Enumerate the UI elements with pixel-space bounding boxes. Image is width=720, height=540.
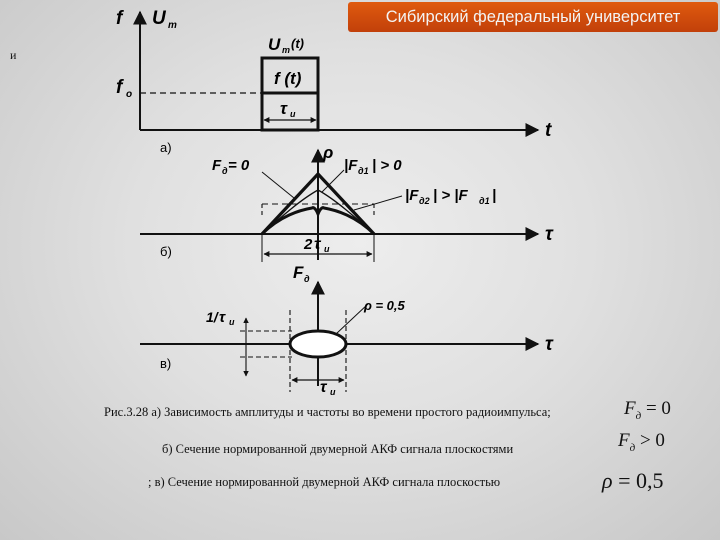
caption-line-2: б) Сечение нормированной двумерной АКФ сигнала плоскостями xyxy=(162,442,514,456)
formula-fd-zero-var: F xyxy=(624,398,636,419)
pulse-amplitude-label: U xyxy=(268,35,281,54)
two-tau-number: 2 xyxy=(304,236,313,253)
formula-fd-zero-sub: д xyxy=(635,409,642,422)
caption-line-1: Рис.3.28 а) Зависимость амплитуды и частоты во времени простого радиоимпульса; xyxy=(104,405,551,419)
fd0-rest: = 0 xyxy=(228,157,250,174)
panel-b-tau-axis-label: τ xyxy=(545,224,553,245)
university-banner: Сибирский федеральный университет xyxy=(348,2,718,32)
stray-text: и xyxy=(10,48,17,62)
fd2-label-b: | > |F xyxy=(433,187,468,204)
formula-fd-positive-sub: д xyxy=(629,441,636,454)
fd2-label-c: | xyxy=(492,187,497,204)
acf-section-ellipse xyxy=(290,331,346,357)
two-tau-symbol: τ xyxy=(314,236,321,253)
panel-b xyxy=(140,143,554,262)
pulse-amplitude-arg: (t) xyxy=(291,36,304,51)
fd0-sub: д xyxy=(222,166,228,176)
tau-label-c: τ xyxy=(320,379,327,396)
panel-c-tau-axis-label: τ xyxy=(545,334,553,355)
fd2-label-a: |F xyxy=(405,187,419,204)
pulse-amplitude-sub: m xyxy=(282,45,291,55)
y-axis-label-U: U xyxy=(152,8,166,29)
rho-axis-label: ρ xyxy=(323,143,334,162)
formula-rho-var: ρ xyxy=(602,468,613,493)
panel-b-label: б) xyxy=(160,244,172,259)
frequency-label: f (t) xyxy=(274,69,302,88)
panel-c xyxy=(140,263,554,397)
two-tau-sub: и xyxy=(324,244,330,254)
fd2-sub: д2 xyxy=(419,196,430,206)
f0-label: f xyxy=(116,77,123,98)
fd1-label-a: |F xyxy=(344,157,358,174)
t-axis-label: t xyxy=(545,120,552,141)
fd1-label-b: | > 0 xyxy=(372,157,402,174)
leader-fd2 xyxy=(354,196,402,210)
one-over-tau-sub: и xyxy=(229,317,235,327)
panel-a xyxy=(116,8,552,155)
tau-sub-a: и xyxy=(290,109,296,119)
fd2-sub2: д1 xyxy=(479,196,490,206)
fd-axis-sub: д xyxy=(304,274,310,284)
formula-rho xyxy=(602,468,663,494)
one-over-tau: τ xyxy=(219,309,226,326)
fd-axis-label: F xyxy=(293,263,304,282)
f0-sub: o xyxy=(126,89,133,100)
caption-line-3: ; в) Сечение нормированной двумерной АКФ сигнала плоскостью xyxy=(148,475,501,489)
fd1-sub: д1 xyxy=(358,166,369,176)
y-axis-label-U-sub: m xyxy=(168,20,177,31)
tau-sub-c: и xyxy=(330,387,336,397)
formula-rho-rel: = 0,5 xyxy=(612,468,664,493)
fd0-label: F xyxy=(212,157,222,174)
formula-fd-positive-rel: > 0 xyxy=(635,430,665,451)
one-over-label: 1/ xyxy=(206,309,218,325)
formula-fd-positive-var: F xyxy=(618,430,630,451)
tau-label-a: τ xyxy=(280,99,287,118)
leader-fd0 xyxy=(262,172,294,198)
panel-a-label: а) xyxy=(160,140,172,155)
rho-level-label: ρ = 0,5 xyxy=(364,298,405,313)
y-axis-label-f: f xyxy=(116,8,123,29)
formula-fd-positive xyxy=(618,430,665,454)
formula-fd-zero-rel: = 0 xyxy=(641,398,671,419)
formula-fd-zero xyxy=(624,398,671,422)
panel-c-label: в) xyxy=(160,356,172,371)
